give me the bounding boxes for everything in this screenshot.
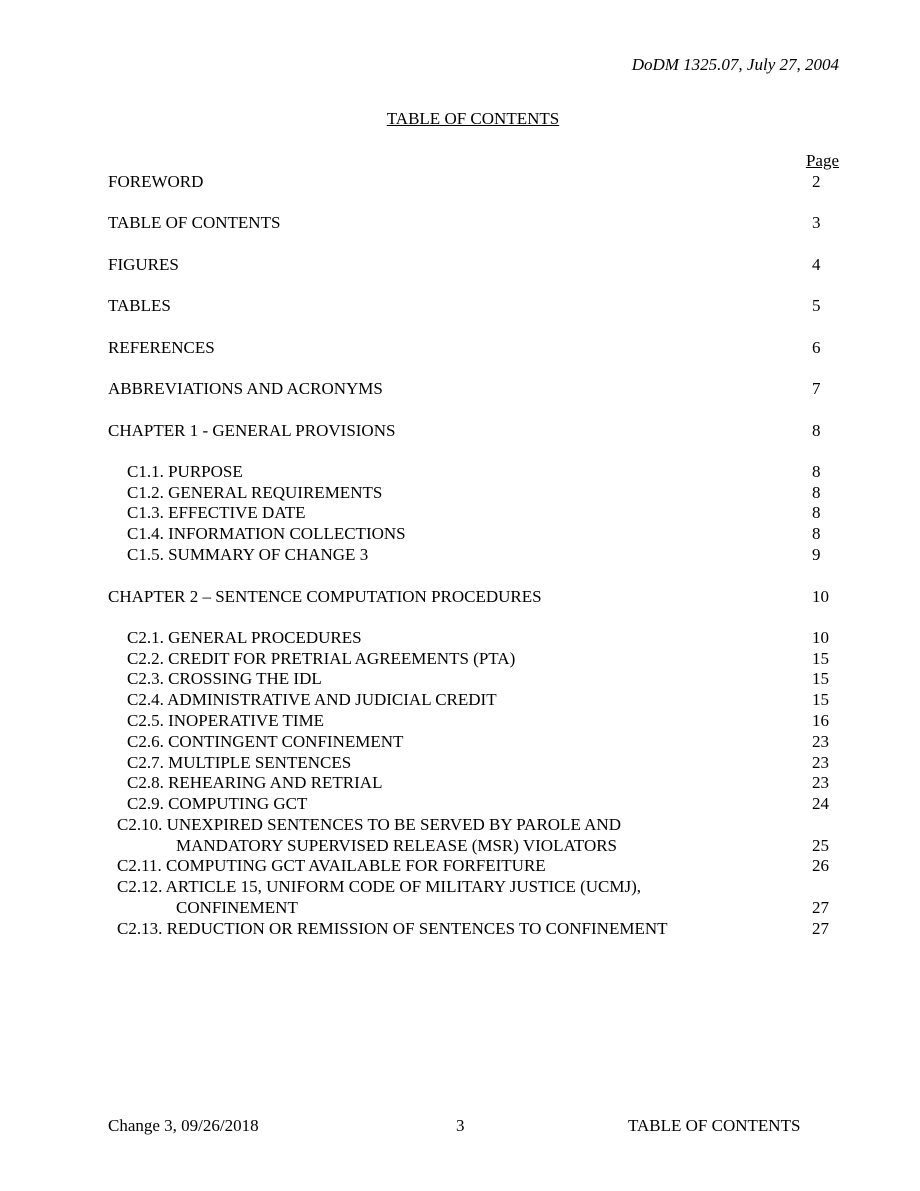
toc-entry-label: FIGURES — [108, 255, 179, 274]
toc-entry-page: 8 — [812, 503, 821, 522]
footer-change: Change 3, 09/26/2018 — [108, 1116, 259, 1135]
page-title: TABLE OF CONTENTS — [386, 109, 560, 128]
toc-entry-label: CHAPTER 2 – SENTENCE COMPUTATION PROCEDURES — [108, 587, 542, 606]
toc-entry-page: 15 — [812, 690, 829, 709]
toc-entry-page: 5 — [812, 296, 821, 315]
toc-entry-label: TABLES — [108, 296, 171, 315]
toc-entry-label: C2.1. GENERAL PROCEDURES — [127, 628, 362, 647]
toc-entry-label: C2.10. UNEXPIRED SENTENCES TO BE SERVED BY PAROLE AND — [117, 815, 621, 834]
toc-entry-label: C2.7. MULTIPLE SENTENCES — [127, 753, 352, 772]
toc-entry-page: 15 — [812, 649, 829, 668]
toc-entry-label: C1.4. INFORMATION COLLECTIONS — [127, 524, 406, 543]
toc-entry-label: C1.5. SUMMARY OF CHANGE 3 — [127, 545, 369, 564]
toc-entry-label: FOREWORD — [108, 172, 204, 191]
toc-entry-label: C2.8. REHEARING AND RETRIAL — [127, 773, 383, 792]
toc-entry-label: REFERENCES — [108, 338, 215, 357]
toc-entry-label: CHAPTER 1 - GENERAL PROVISIONS — [108, 421, 396, 440]
toc-entry-page: 10 — [812, 587, 829, 606]
footer-page-number: 3 — [456, 1116, 465, 1135]
toc-entry-label: C2.9. COMPUTING GCT — [127, 794, 308, 813]
toc-entry-page: 7 — [812, 379, 821, 398]
toc-entry-label: C2.11. COMPUTING GCT AVAILABLE FOR FORFEITURE — [117, 856, 546, 875]
toc-entry-label: C1.1. PURPOSE — [127, 462, 243, 481]
toc-entry-page: 3 — [812, 213, 821, 232]
footer-section: TABLE OF CONTENTS — [628, 1116, 801, 1135]
toc-entry-page: 23 — [812, 732, 829, 751]
toc-entry-page: 25 — [812, 836, 829, 855]
toc-entry-label: ABBREVIATIONS AND ACRONYMS — [108, 379, 383, 398]
toc-entry-label: C2.3. CROSSING THE IDL — [127, 669, 322, 688]
toc-entry-page: 8 — [812, 483, 821, 502]
toc-entry-label: MANDATORY SUPERVISED RELEASE (MSR) VIOLATORS — [176, 836, 618, 855]
toc-entry-page: 9 — [812, 545, 821, 564]
toc-entry-label: C1.3. EFFECTIVE DATE — [127, 503, 306, 522]
toc-entry-label: C2.2. CREDIT FOR PRETRIAL AGREEMENTS (PTA) — [127, 649, 516, 668]
toc-entry-label: C2.4. ADMINISTRATIVE AND JUDICIAL CREDIT — [127, 690, 497, 709]
toc-entry-page: 8 — [812, 421, 821, 440]
toc-entry-label: C2.13. REDUCTION OR REMISSION OF SENTENCES TO CONFINEMENT — [117, 919, 668, 938]
toc-entry-page: 6 — [812, 338, 821, 357]
toc-entry-page: 8 — [812, 524, 821, 543]
toc-entry-label: C2.5. INOPERATIVE TIME — [127, 711, 325, 730]
toc-entry-label: CONFINEMENT — [176, 898, 298, 917]
toc-entry-page: 10 — [812, 628, 829, 647]
toc-entry-page: 4 — [812, 255, 821, 274]
toc-entry-page: 15 — [812, 669, 829, 688]
toc-entry-label: C1.2. GENERAL REQUIREMENTS — [127, 483, 383, 502]
page-column-header: Page — [805, 151, 839, 170]
toc-entry-page: 2 — [812, 172, 821, 191]
toc-entry-label: C2.12. ARTICLE 15, UNIFORM CODE OF MILITARY JUSTICE (UCMJ), — [117, 877, 642, 896]
toc-entry-page: 26 — [812, 856, 829, 875]
toc-entry-label: C2.6. CONTINGENT CONFINEMENT — [127, 732, 404, 751]
toc-entry-page: 27 — [812, 919, 829, 938]
toc-entry-page: 16 — [812, 711, 829, 730]
toc-entry-page: 24 — [812, 794, 829, 813]
toc-entry-label: TABLE OF CONTENTS — [108, 213, 281, 232]
toc-entry-page: 27 — [812, 898, 829, 917]
toc-entry-page: 23 — [812, 773, 829, 792]
toc-entry-page: 23 — [812, 753, 829, 772]
document-header: DoDM 1325.07, July 27, 2004 — [631, 55, 839, 74]
toc-entry-page: 8 — [812, 462, 821, 481]
